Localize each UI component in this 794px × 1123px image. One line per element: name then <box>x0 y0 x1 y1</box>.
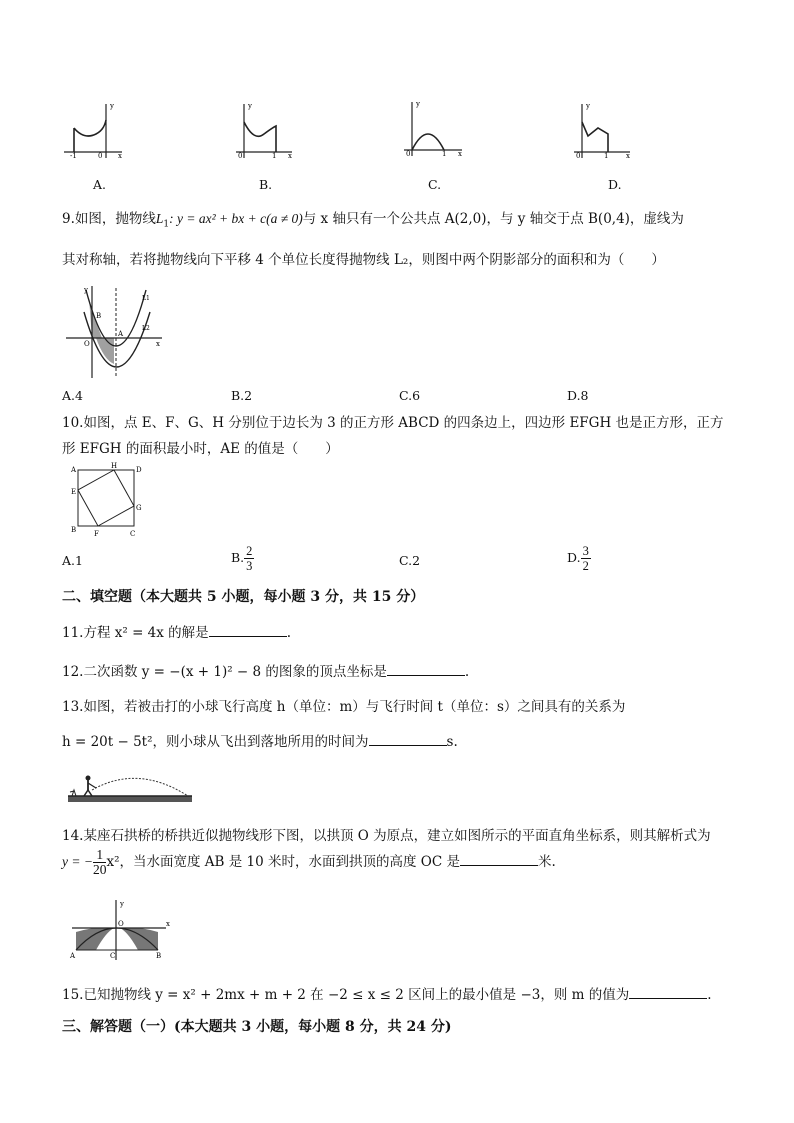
svg-text:1: 1 <box>272 152 277 160</box>
q14-label-a: A <box>70 952 76 960</box>
q14-label-b: B <box>156 952 162 960</box>
graph-b <box>232 100 302 160</box>
q13-line-2 <box>62 730 458 750</box>
q10-label-g: G <box>136 504 142 512</box>
q14-num: 1 <box>93 848 107 863</box>
q14-text-2: x²，当水面宽度 AB 是 10 米时，水面到拱顶的高度 OC 是 <box>106 854 460 870</box>
q15-answer-blank[interactable] <box>629 986 707 999</box>
q10-option-b-num: 2 <box>246 544 253 558</box>
q9-option-b: B.2 <box>231 388 253 403</box>
svg-text:A: A <box>118 330 124 338</box>
q13-end: s. <box>446 734 458 750</box>
svg-text:0: 0 <box>98 152 103 160</box>
q14-answer-blank[interactable] <box>460 853 538 866</box>
q10-label-e: E <box>71 488 77 496</box>
q9-intro: 9.如图，抛物线 <box>62 211 156 227</box>
q8-option-d: D. <box>608 177 622 192</box>
q9-text-2: 与 x 轴只有一个公共点 A(2,0)，与 y 轴交于点 B(0,4)，虚线为 <box>302 211 684 227</box>
graph-a <box>62 100 132 160</box>
svg-text:1: 1 <box>604 152 609 160</box>
q14-line-1: 14.某座石拱桥的桥拱近似抛物线形下图，以拱顶 O 为原点，建立如图所示的平面直角坐标系，则其解析式为 <box>62 828 711 844</box>
q10-option-d-prefix: D. <box>567 550 581 565</box>
svg-text:O: O <box>84 340 90 348</box>
q10-label-f: F <box>94 530 99 538</box>
q15-end: . <box>707 987 712 1003</box>
q10-label-d: D <box>136 466 142 474</box>
q9-L1: L <box>155 211 164 226</box>
svg-text:L2: L2 <box>142 325 150 332</box>
q10-option-b-prefix: B. <box>231 550 245 565</box>
q11-text: 11.方程 x² = 4x 的解是 <box>62 625 209 641</box>
q13-text-2: h = 20t − 5t²，则小球从飞出到落地所用的时间为 <box>62 734 369 750</box>
q12 <box>62 660 469 680</box>
graph-d <box>570 100 640 160</box>
svg-text:0: 0 <box>576 152 581 160</box>
q10-label-a: A <box>71 466 77 474</box>
q14-den: 20 <box>92 862 107 877</box>
svg-text:-1: -1 <box>70 152 77 160</box>
svg-text:y: y <box>586 102 590 110</box>
q14-prefix: y = − <box>62 854 93 869</box>
q9-line-2: 其对称轴，若将抛物线向下平移 4 个单位长度得抛物线 L₂，则图中两个阴影部分的面积和为（ ） <box>62 252 665 268</box>
q10-label-h: H <box>111 462 118 470</box>
q13-line-1: 13.如图，若被击打的小球飞行高度 h（单位：m）与飞行时间 t（单位：s）之间具有的关系为 <box>62 699 626 715</box>
section-3-heading: 三、解答题（一）(本大题共 3 小题，每小题 8 分，共 24 分) <box>62 1019 452 1035</box>
q12-text: 12.二次函数 y = −(x + 1)² − 8 的图象的顶点坐标是 <box>62 664 387 680</box>
q14-end: 米. <box>538 854 556 870</box>
q9-line-1: 9.如图，抛物线$L_1$: y = ax² + bx + c(a ≠ 0)与 x 轴只有一个公共点 A(2,0)，与 y 轴交于点 B(0,4)，虚线为 <box>62 211 684 230</box>
q10-line-1: 10.如图，点 E、F、G、H 分别位于边长为 3 的正方形 ABCD 的四条边上，四边形 EFGH 也是正方形，正方 <box>62 415 724 431</box>
q15 <box>62 983 712 1003</box>
q12-answer-blank[interactable] <box>387 663 465 676</box>
q10-option-b <box>231 544 254 573</box>
q11-answer-blank[interactable] <box>209 624 287 637</box>
q9-formula: : y = ax² + bx + c(a ≠ 0) <box>169 211 303 226</box>
q10-line-2: 形 EFGH 的面积最小时，AE 的值是（ ） <box>62 441 339 457</box>
q12-end: . <box>464 664 470 680</box>
q13-answer-blank[interactable] <box>369 733 447 746</box>
q10-label-c: C <box>130 530 136 538</box>
svg-text:y: y <box>84 286 88 294</box>
q11-end: . <box>286 625 291 641</box>
q10-option-d-num: 3 <box>582 544 589 558</box>
q13-figure <box>66 770 196 806</box>
q10-option-d-den: 2 <box>582 559 589 573</box>
q9-option-d: D.8 <box>567 388 589 403</box>
q10-option-c: C.2 <box>399 553 421 568</box>
q8-option-c: C. <box>428 177 442 192</box>
svg-text:x: x <box>288 152 292 160</box>
svg-text:B: B <box>96 312 102 320</box>
graph-c <box>400 98 470 158</box>
svg-text:y: y <box>110 102 114 110</box>
svg-text:0: 0 <box>238 152 243 160</box>
svg-text:0: 0 <box>406 150 411 158</box>
section-2-heading: 二、填空题（本大题共 5 小题，每小题 3 分，共 15 分） <box>62 589 425 605</box>
q15-text: 15.已知抛物线 y = x² + 2mx + m + 2 在 −2 ≤ x ≤ 2 区间上的最小值是 −3，则 m 的值为 <box>62 987 630 1003</box>
q10-option-b-den: 3 <box>246 559 253 573</box>
svg-text:y: y <box>416 100 420 108</box>
q14-label-c: C <box>110 952 116 960</box>
q14-figure <box>66 896 176 964</box>
q14-label-y: y <box>120 900 124 908</box>
q14-line-2 <box>62 848 556 877</box>
svg-text:x: x <box>458 150 462 158</box>
q14-label-x: x <box>166 920 170 928</box>
q10-figure <box>68 464 148 538</box>
q10-label-b: B <box>71 526 77 534</box>
svg-text:1: 1 <box>442 150 447 158</box>
q9-option-c: C.6 <box>399 388 421 403</box>
q14-label-o: O <box>118 920 124 928</box>
svg-text:x: x <box>118 152 122 160</box>
q8-option-a: A. <box>93 177 107 192</box>
svg-text:x: x <box>156 340 160 348</box>
q9-figure <box>62 282 172 382</box>
q10-option-a: A.1 <box>62 553 83 568</box>
q11 <box>62 621 291 641</box>
q10-option-d <box>567 544 591 573</box>
q9-option-a: A.4 <box>62 388 83 403</box>
svg-text:x: x <box>626 152 630 160</box>
svg-text:y: y <box>248 102 252 110</box>
svg-text:L1: L1 <box>142 295 150 302</box>
q8-option-b: B. <box>259 177 273 192</box>
